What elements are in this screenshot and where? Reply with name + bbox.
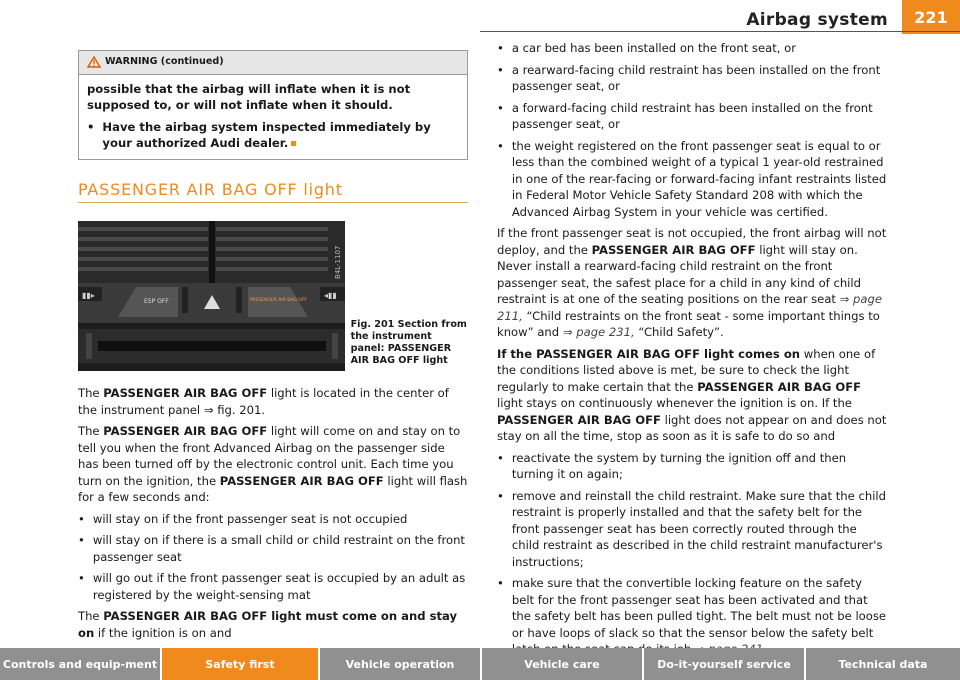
figure-code: B4L-1107 xyxy=(334,245,342,279)
warning-box xyxy=(78,50,468,160)
footer-tab-vehicle-care[interactable]: Vehicle care xyxy=(482,648,642,680)
svg-text:◂▮▮: ◂▮▮ xyxy=(324,291,337,300)
list-item: • reactivate the system by turning the ignition off and then turning it on again; xyxy=(497,450,847,481)
left-paragraph-1: The PASSENGER AIR BAG OFF light is located in the center of the instrument panel ⇒ fig. 201. xyxy=(78,386,449,417)
footer-tab-diy-service[interactable]: Do-it-yourself service xyxy=(644,648,804,680)
figure-row xyxy=(78,221,468,371)
page-link-231[interactable]: ⇒ page 231, xyxy=(562,325,635,339)
left-paragraph-3: The PASSENGER AIR BAG OFF light must come on and stay on if the ignition is on and xyxy=(78,609,458,640)
figure-caption: Fig. 201 Section from the instrument panel: PASSENGER AIR BAG OFF light xyxy=(350,319,467,366)
instrument-panel-image xyxy=(78,221,345,371)
list-item: • will stay on if the front passenger seat is not occupied xyxy=(78,511,408,526)
list-item: • the weight registered on the front passenger seat is equal to or less than the combined weight of a typical 1 year-old restrained in one of the rear-facing or forward-facing infant restraints listed in Federal Motor Vehicle Safety Standard 208 with which the Advanced Airbag System in your vehicle was certified. xyxy=(497,138,887,219)
list-item: • will go out if the front passenger seat is occupied by an adult as registered by the weight-sensing mat xyxy=(78,571,466,602)
footer-tab-controls[interactable]: Controls and equip-ment xyxy=(0,648,160,680)
right-paragraph-2: If the PASSENGER AIR BAG OFF light comes on when one of the conditions listed above is met, be sure to check the light regularly to make certain that the PASSENGER AIR BAG OFF light stays on continuously whenever the ignition is on. If the PASSENGER AIR BAG OFF light does not appear on and does not stay on all the time, stop as soon as it is safe to do so and xyxy=(497,346,887,443)
list-item: • make sure that the convertible locking feature on the safety belt for the front passenger seat has been activated and that the safety belt has been pulled tight. The belt must not be loose or have loops of slack so that the sensor below the safety belt xyxy=(497,575,887,658)
svg-text:▮▮▸: ▮▮▸ xyxy=(82,291,95,300)
list-item: • remove and reinstall the child restraint. Make sure that the child restraint is properly installed and that the safety belt for the front passenger seat has been correctly routed through the child restraint as described in the child restraint manufacturer's instructions; xyxy=(497,488,887,569)
section-end-icon xyxy=(291,141,296,146)
list-item: • will stay on if there is a small child or child restraint on the front passenger seat xyxy=(78,533,465,564)
section-title: PASSENGER AIR BAG OFF light xyxy=(78,182,468,204)
warning-heading-text: WARNING (continued) xyxy=(105,56,224,67)
esp-button-label: ESP OFF xyxy=(144,298,169,305)
footer-tab-safety-first[interactable]: Safety first xyxy=(162,648,318,680)
warning-triangle-icon xyxy=(87,56,101,68)
left-column xyxy=(78,50,468,646)
footer-tab-vehicle-operation[interactable]: Vehicle operation xyxy=(320,648,480,680)
list-item: • a rearward-facing child restraint has been installed on the front passenger seat, or xyxy=(497,62,881,93)
page-header-title: Airbag system xyxy=(746,10,888,30)
warning-heading xyxy=(79,51,467,75)
header-divider xyxy=(480,31,960,32)
list-item: • a car bed has been installed on the front seat, or xyxy=(497,41,796,55)
left-paragraph-2: The PASSENGER AIR BAG OFF light will come on and stay on to tell you when the front Advanced Airbag on the passenger side has been turned off by the electronic control unit. Each time you turn on the ignition, the PASSENGER AIR BAG OFF light will flash for a few seconds and: xyxy=(78,424,468,504)
right-column xyxy=(497,40,887,663)
warning-paragraph: possible that the airbag will inflate when it is not supposed to, or will not inflate when it should. xyxy=(87,81,411,112)
instrument-panel-figure xyxy=(78,221,345,371)
list-item: • a forward-facing child restraint has been installed on the front passenger seat, or xyxy=(497,100,873,131)
passenger-airbag-off-lamp: PASSENGER AIR BAG OFF xyxy=(250,298,307,303)
footer-nav xyxy=(0,648,960,680)
footer-tab-technical-data[interactable]: Technical data xyxy=(806,648,960,680)
page-number: 221 xyxy=(902,0,960,34)
warning-body xyxy=(79,75,467,159)
warning-bullet: • Have the airbag system inspected immediately by your authorized Audi dealer. xyxy=(87,119,431,150)
warning-bullet-text: Have the airbag system inspected immediately by your authorized Audi dealer. xyxy=(102,119,431,150)
right-paragraph-1: If the front passenger seat is not occupied, the front airbag will not deploy, and the PASSENGER AIR BAG OFF light will stay on. Never install a rearward-facing child restraint on the front passenger seat, the safest place for a child in any kind of child restraint is at one of the seating positions on the rear seat ⇒ page 211, “Child restraints on the front seat - some important things to know” and ⇒ page 231, “Child Safety”. xyxy=(497,226,887,339)
page-link-211[interactable]: ⇒ page 211, xyxy=(497,292,883,323)
